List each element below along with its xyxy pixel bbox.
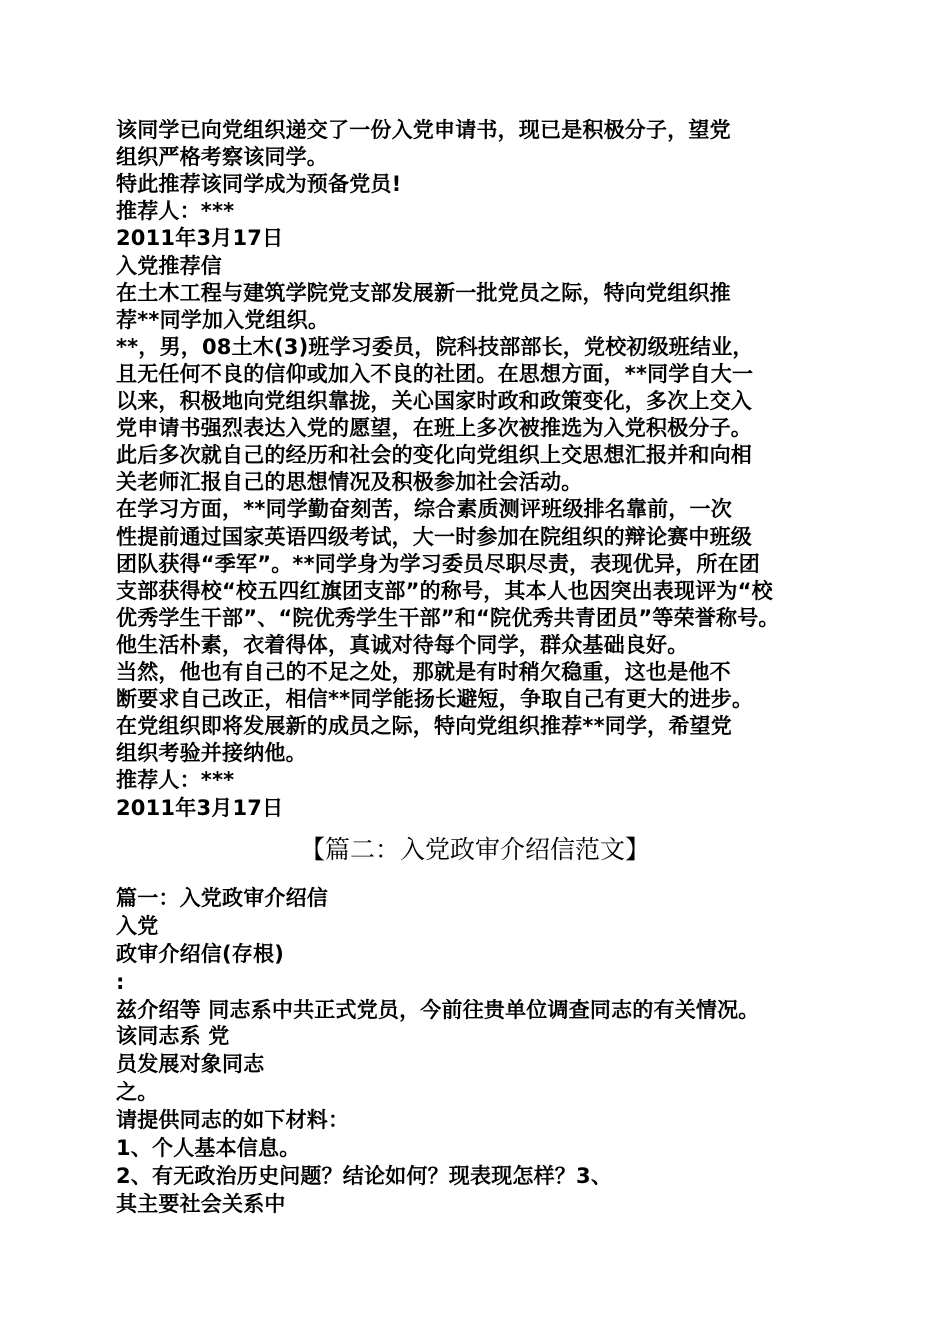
review-line-11: 2、有无政治历史问题？结论如何？现表现怎样？3、 — [116, 1164, 613, 1188]
text-line-26: 2011年3月17日 — [116, 795, 284, 820]
review-line-8: 之。 — [116, 1080, 159, 1104]
text-line-11: 以来，积极地向党组织靠拢，关心国家时政和政策变化，多次上交入 — [116, 389, 752, 413]
text-line-15: 在学习方面，**同学勤奋刻苦，综合素质测评班级排名靠前，一次 — [116, 497, 732, 522]
review-line-6: 该同志系 党 — [116, 1024, 230, 1048]
text-line-21: 当然，他也有自己的不足之处，那就是有时稍欠稳重，这也是他不 — [116, 660, 731, 684]
text-line-19: 优秀学生干部”、“院优秀学生干部”和“院优秀共青团员”等荣誉称号。 — [116, 605, 780, 630]
text-line-14: 关老师汇报自己的思想情况及积极参加社会活动。 — [116, 470, 583, 495]
text-line-1: 该同学已向党组织递交了一份入党申请书，现已是积极分子，望党 — [116, 118, 731, 142]
review-line-9: 请提供同志的如下材料： — [116, 1108, 350, 1132]
review-line-7: 员发展对象同志 — [116, 1052, 265, 1076]
text-line-10: 且无任何不良的信仰或加入不良的社团。在思想方面，**同学自大一 — [116, 361, 754, 386]
text-line-2: 组织严格考察该同学。 — [116, 145, 328, 170]
text-line-6: 入党推荐信 — [116, 253, 222, 278]
review-line-4: : — [116, 970, 125, 994]
text-line-4: 推荐人：*** — [116, 199, 235, 224]
text-line-5: 2011年3月17日 — [116, 226, 284, 251]
text-line-25: 推荐人：*** — [116, 768, 235, 793]
review-line-2: 入党 — [116, 914, 159, 938]
review-line-12: 其主要社会关系中 — [116, 1192, 286, 1216]
text-line-13: 此后多次就自己的经历和社会的变化向党组织上交思想汇报并和向相 — [116, 443, 752, 468]
section-heading: 【篇二：入党政审介绍信范文】 — [299, 835, 650, 864]
text-line-8: 荐**同学加入党组织。 — [116, 307, 330, 332]
text-line-12: 党申请书强烈表达入党的愿望，在班上多次被推选为入党积极分子。 — [116, 416, 752, 441]
text-line-7: 在土木工程与建筑学院党支部发展新一批党员之际，特向党组织推 — [116, 280, 731, 305]
review-line-10: 1、个人基本信息。 — [116, 1136, 301, 1160]
review-line-5: 兹介绍等 同志系中共正式党员，今前往贵单位调查同志的有关情况。 — [116, 998, 760, 1022]
text-line-17: 团队获得“季军”。**同学身为学习委员尽职尽责，表现优异，所在团 — [116, 551, 760, 576]
text-line-9: **，男，08土木(3)班学习委员，院科技部部长，党校初级班结业， — [116, 334, 754, 359]
text-line-20: 他生活朴素，衣着得体，真诚对待每个同学，群众基础良好。 — [116, 632, 689, 657]
text-line-22: 断要求自己改正，相信**同学能扬长避短，争取自己有更大的进步。 — [116, 687, 754, 712]
text-line-24: 组织考验并接纳他。 — [116, 741, 307, 766]
review-line-1: 篇一：入党政审介绍信 — [116, 886, 328, 910]
text-line-23: 在党组织即将发展新的成员之际，特向党组织推荐**同学，希望党 — [116, 714, 732, 739]
text-line-3: 特此推荐该同学成为预备党员! — [116, 172, 402, 197]
review-line-3: 政审介绍信(存根) — [116, 942, 284, 966]
text-line-16: 性提前通过国家英语四级考试，大一时参加在院组织的辩论赛中班级 — [116, 524, 752, 549]
text-line-18: 支部获得校“校五四红旗团支部”的称号，其本人也因突出表现评为“校 — [116, 578, 773, 603]
